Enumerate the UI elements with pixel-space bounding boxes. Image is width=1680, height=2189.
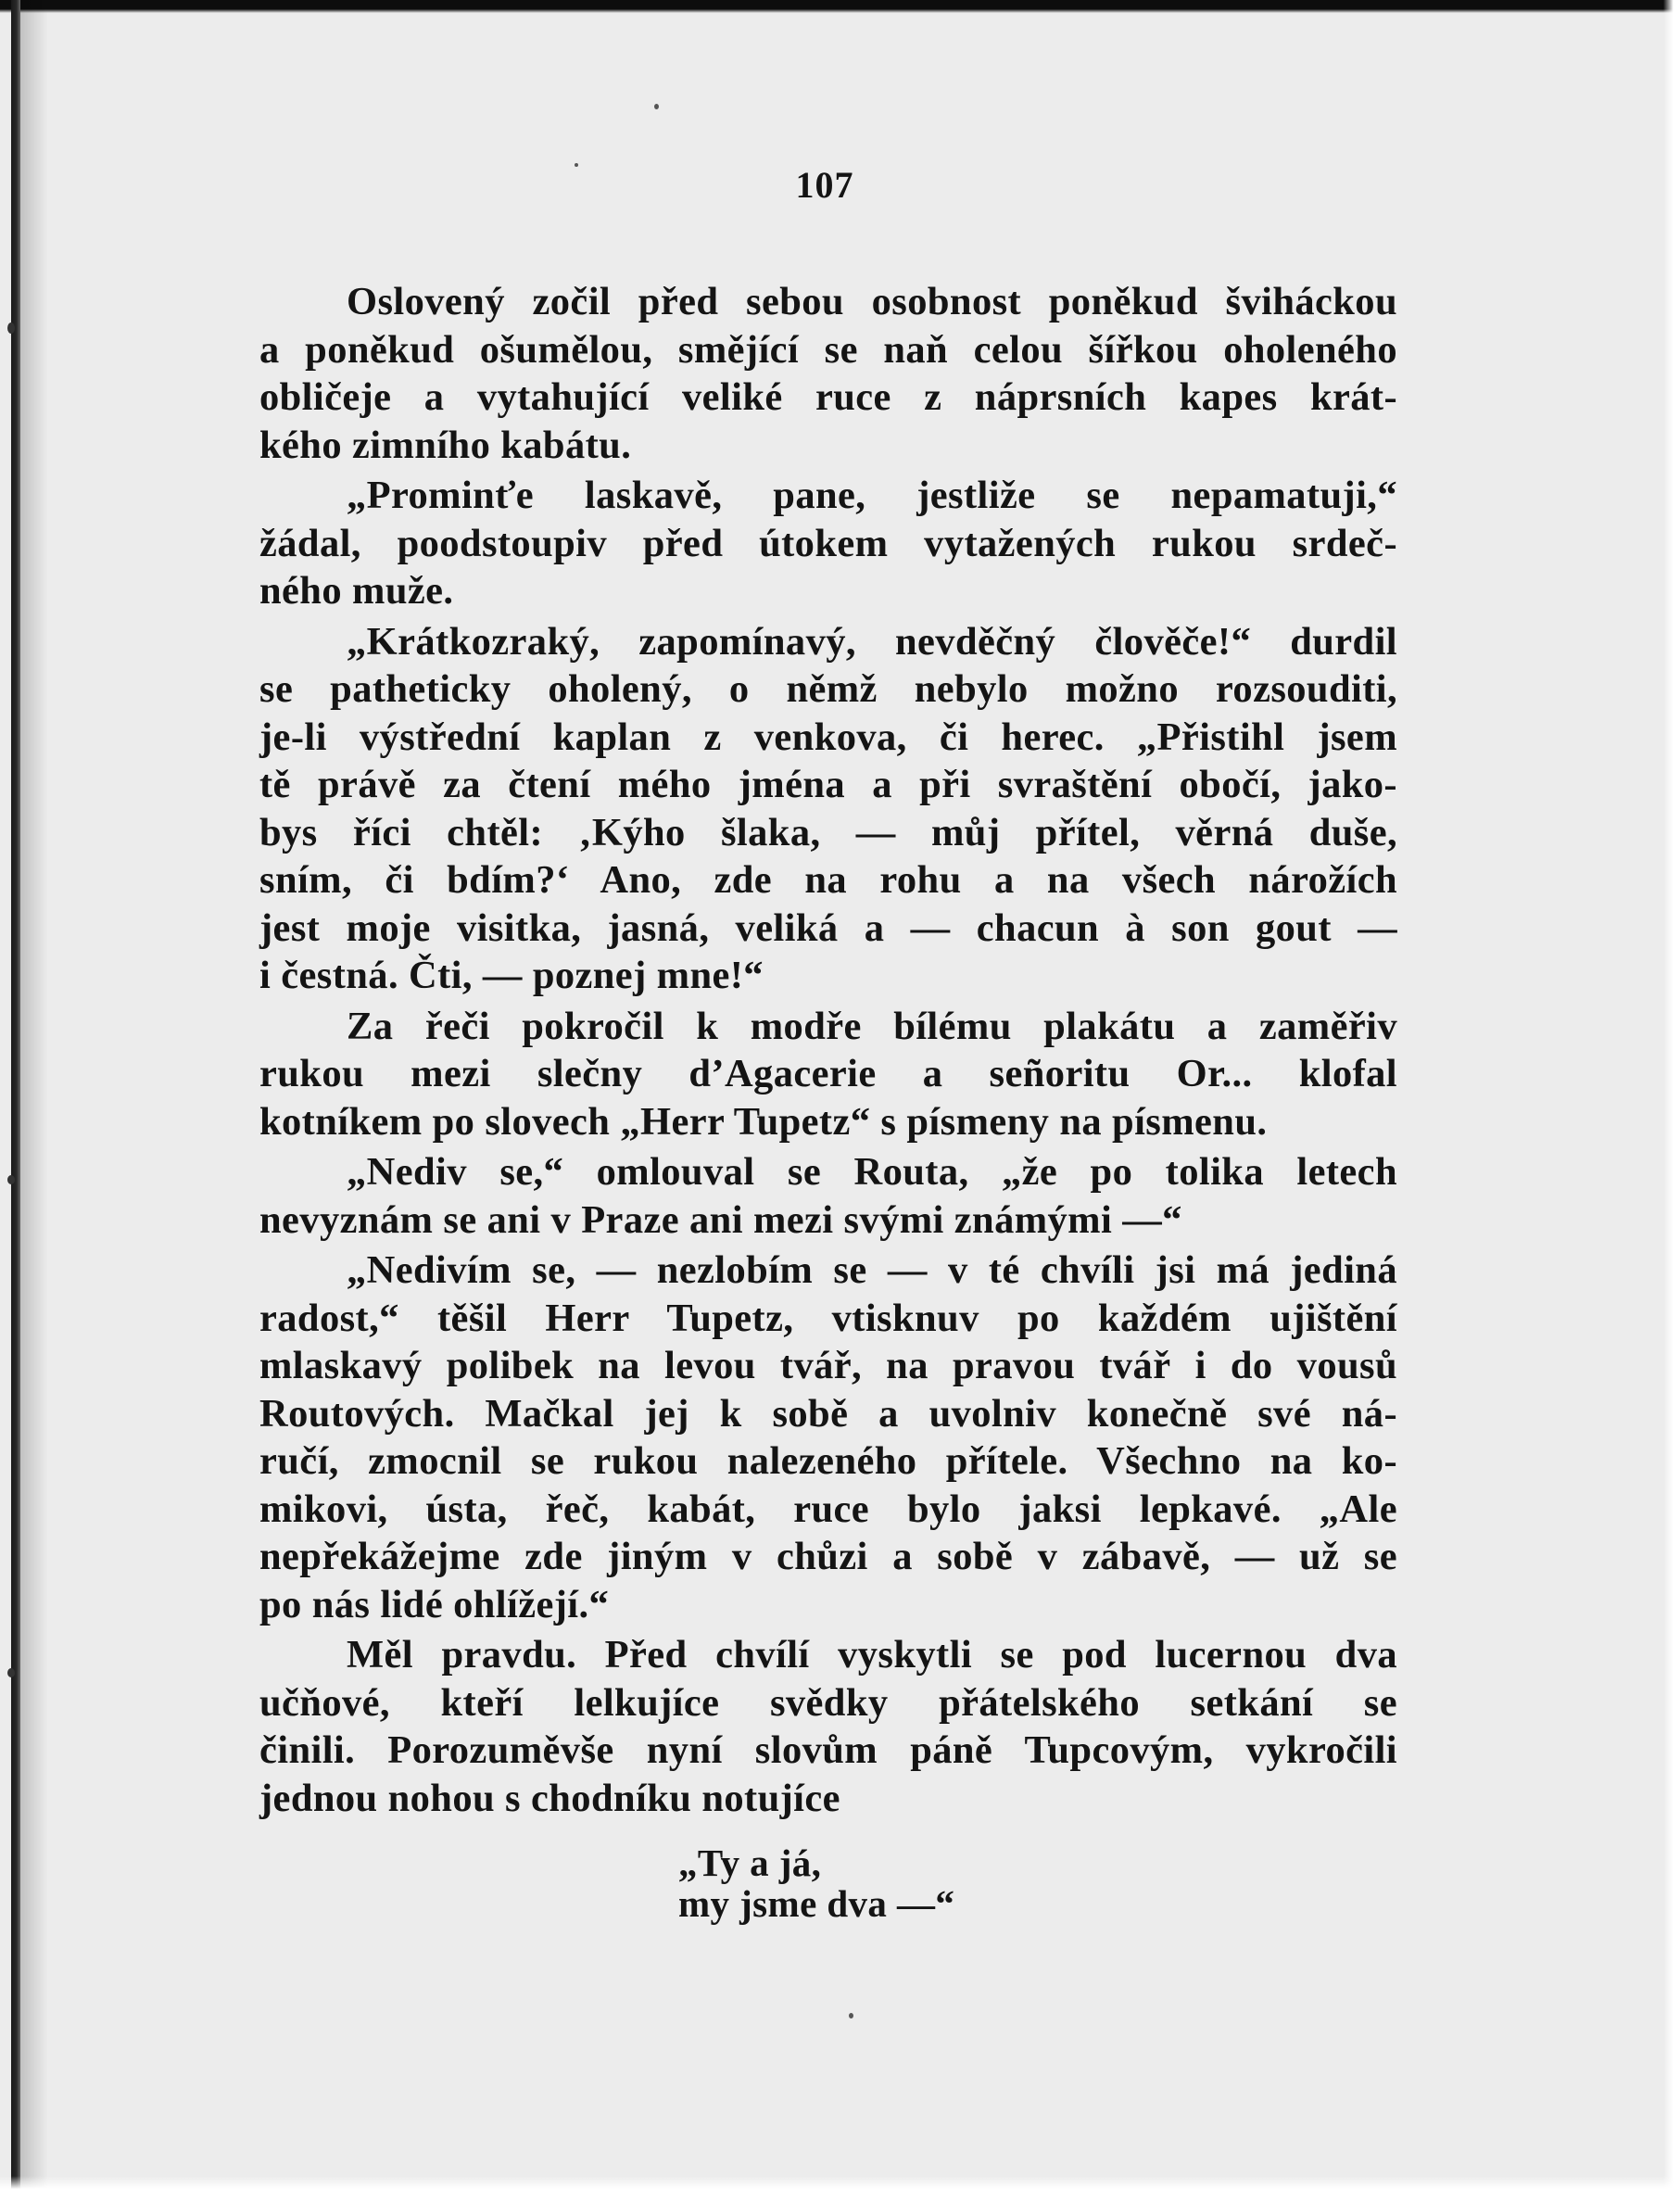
paragraph-2 (259, 472, 1397, 615)
verse-line: „Ty a já, (678, 1841, 822, 1884)
scan-speck (849, 2013, 853, 2018)
text-line: „Nedivím se, — nezlobím se — v té chvíli jsi má jediná (347, 1248, 1397, 1292)
scan-speck (7, 323, 15, 334)
text-line: kotníkem po slovech „Herr Tupetz“ s písmeny na písmenu. (259, 1099, 1268, 1144)
body-text (259, 278, 1397, 1924)
text-line: Routových. Mačkal jej k sobě a uvolniv konečně své ná- (259, 1391, 1397, 1436)
text-line: obličeje a vytahující veliké ruce z náprsních kapes krát- (259, 375, 1397, 419)
scan-right-edge (1663, 0, 1680, 2189)
page-number: 107 (795, 164, 854, 206)
text-line: „Prominťe laskavě, pane, jestliže se nepamatuji,“ (347, 474, 1397, 517)
scan-top-edge (0, 0, 1680, 13)
text-line: Měl pravdu. Před chvílí vyskytli se pod lucernou dva (347, 1633, 1397, 1677)
verse-quote (259, 1842, 1397, 1924)
text-line: ručí, zmocnil se rukou nalezeného přítele. Všechno na ko- (259, 1439, 1397, 1483)
text-line: mikovi, ústa, řeč, kabát, ruce bylo jaksi lepkavé. „Ale (259, 1487, 1397, 1531)
text-line: mlaskavý polibek na levou tvář, na pravou tvář i do vousů (259, 1344, 1397, 1387)
paragraph-7 (259, 1631, 1397, 1822)
text-line: žádal, poodstoupiv před útokem vytažených rukou srdeč- (259, 521, 1397, 565)
text-line: tě právě za čtení mého jména a při svraštění obočí, jako- (259, 763, 1397, 806)
paragraph-4 (259, 1003, 1397, 1146)
paragraph-1 (259, 278, 1397, 469)
text-line: sním, či bdím?‘ Ano, zde na rohu a na všech nárožích (259, 858, 1397, 902)
text-line: „Krátkozraký, zapomínavý, nevděčný člověče!“ durdil (347, 619, 1397, 664)
scan-bottom-edge (0, 2176, 1680, 2189)
text-line: rukou mezi slečny d’Agacerie a señoritu Or... klofal (259, 1052, 1397, 1095)
text-line: nepřekážejme zde jiným v chůzi a sobě v zábavě, — už se (259, 1535, 1397, 1578)
text-line: Oslovený zočil před sebou osobnost poněkud šviháckou (347, 280, 1397, 323)
text-line: činili. Porozuměvše nyní slovům páně Tupcovým, vykročili (259, 1728, 1397, 1772)
paragraph-5 (259, 1148, 1397, 1244)
text-line: nevyznám se ani v Praze ani mezi svými známými —“ (259, 1197, 1182, 1242)
paragraph-6 (259, 1246, 1397, 1628)
text-line: Za řeči pokročil k modře bílému plakátu a zaměřiv (347, 1004, 1397, 1048)
text-line: po nás lidé ohlížejí.“ (259, 1582, 610, 1626)
text-line: bys říci chtěl: ‚Kýho šlaka, — můj přítel, věrná duše, (259, 810, 1397, 854)
text-line: radost,“ těšil Herr Tupetz, vtisknuv po každém ujištění (259, 1296, 1397, 1340)
verse-line: my jsme dva —“ (678, 1882, 955, 1925)
paragraph-3 (259, 618, 1397, 1000)
text-line: jest moje visitka, jasná, veliká a — chacun à son gout — (259, 905, 1397, 950)
scan-speck (7, 1175, 15, 1184)
scan-speck (7, 1668, 15, 1677)
text-line: jednou nohou s chodníku notujíce (259, 1776, 840, 1820)
text-line: učňové, kteří lelkujíce svědky přátelského setkání se (259, 1680, 1397, 1725)
text-line: kého zimního kabátu. (259, 423, 632, 467)
text-line: ného muže. (259, 569, 454, 613)
scan-speck (654, 104, 659, 109)
scan-binding-shadow (20, 0, 48, 2189)
text-line: „Nediv se,“ omlouval se Routa, „že po tolika letech (347, 1150, 1397, 1194)
text-line: a poněkud ošumělou, smějící se naň celou šířkou oholeného (259, 327, 1397, 372)
text-line: i čestná. Čti, — poznej mne!“ (259, 954, 764, 997)
text-line: je-li výstřední kaplan z venkova, či herec. „Přistihl jsem (259, 715, 1397, 759)
text-line: se patheticky oholený, o němž nebylo možno rozsouditi, (259, 667, 1397, 711)
